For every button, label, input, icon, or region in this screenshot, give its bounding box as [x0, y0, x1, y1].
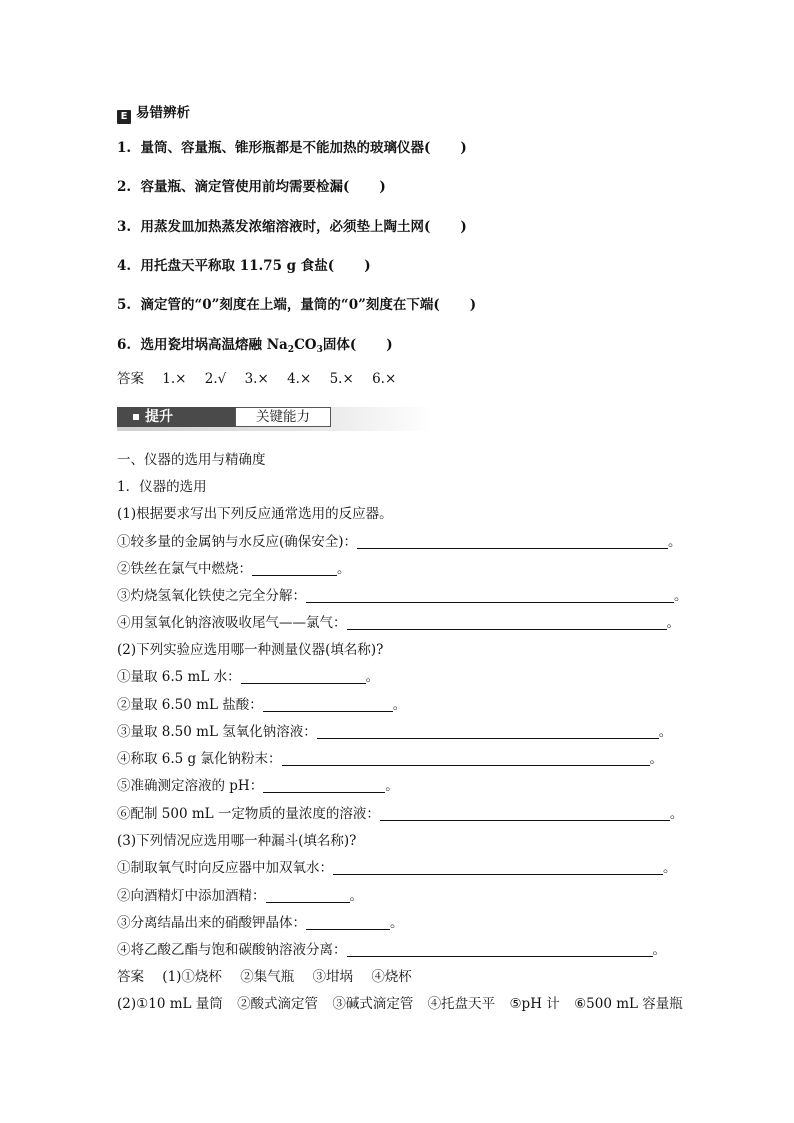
q2-item-5: ⑤准确测定溶液的 pH： 。: [117, 778, 399, 794]
q2-item-6: ⑥配制 500 mL 一定物质的量浓度的溶液： 。: [117, 806, 684, 822]
question-item-1: 1. 量筒、容量瓶、锥形瓶都是不能加热的玻璃仪器( ): [117, 140, 467, 156]
section2-heading: 一、仪器的选用与精确度: [117, 452, 266, 468]
question-item-5: 5. 滴定管的“0”刻度在上端，量筒的“0”刻度在下端( ): [117, 297, 477, 313]
answer-blank: [333, 860, 663, 875]
q2-intro: (2)下列实验应选用哪一种测量仪器(填名称)?: [117, 642, 384, 658]
answer-blank: [306, 588, 674, 603]
answer-blank: [306, 915, 390, 930]
answer-blank: [266, 888, 350, 903]
answer-line-section1: 答案 1.× 2.√ 3.× 4.× 5.× 6.×: [117, 371, 397, 387]
q2-item-2: ②量取 6.50 mL 盐酸： 。: [117, 697, 407, 713]
q3-item-4: ④将乙酸乙酯与饱和碳酸钠溶液分离： 。: [117, 942, 666, 958]
answer-blank: [317, 724, 659, 739]
q1-item-3: ③灼烧氢氧化铁使之完全分解： 。: [117, 588, 688, 604]
question-item-6: 6. 选用瓷坩埚高温熔融 $Na_2CO_3$固体( ): [117, 337, 393, 355]
q2-item-1: ①量取 6.5 mL 水： 。: [117, 669, 380, 685]
answer-blank: [263, 778, 385, 793]
q1-intro: (1)根据要求写出下列反应通常选用的反应器。: [117, 506, 393, 522]
answer-blank: [252, 561, 337, 576]
q2-item-4: ④称取 6.5 g 氯化钠粉末： 。: [117, 751, 663, 767]
question-item-3: 3. 用蒸发皿加热蒸发浓缩溶液时，必须垫上陶土网( ): [117, 219, 467, 235]
question-item-4: 4. 用托盘天平称取 11.75 g 食盐( ): [117, 258, 371, 274]
answer-line-section2-2: (2)①10 mL 量筒 ②酸式滴定管 ③碱式滴定管 ④托盘天平 ⑤pH 计 ⑥500 mL 容量瓶: [117, 996, 683, 1012]
section-heading-error-analysis: [117, 104, 190, 124]
answer-blank: [263, 697, 393, 712]
section-e-icon: E: [117, 110, 131, 124]
banner-light-tab: 关键能力: [235, 407, 331, 427]
q3-intro: (3)下列情况应选用哪一种漏斗(填名称)?: [117, 833, 357, 849]
question-item-2: 2. 容量瓶、滴定管使用前均需要检漏( ): [117, 179, 386, 195]
answer-blank: [282, 751, 650, 766]
q1-item-1: ①较多量的金属钠与水反应(确保安全)： 。: [117, 534, 682, 550]
section-title: 易错辨析: [136, 105, 190, 121]
section-banner: [117, 407, 433, 431]
q2-item-3: ③量取 8.50 mL 氢氧化钠溶液： 。: [117, 724, 673, 740]
subsection-heading: 1．仪器的选用: [117, 479, 207, 495]
q3-item-2: ②向酒精灯中添加酒精： 。: [117, 888, 363, 904]
answer-blank: [357, 534, 668, 549]
q3-item-3: ③分离结晶出来的硝酸钾晶体： 。: [117, 915, 404, 931]
q1-item-2: ②铁丝在氯气中燃烧： 。: [117, 561, 351, 577]
q1-item-4: ④用氢氧化钠溶液吸收尾气——氯气： 。: [117, 615, 680, 631]
answer-blank: [347, 615, 667, 630]
answer-blank: [380, 806, 670, 821]
answer-blank: [347, 942, 653, 957]
banner-dark-tab: 提升: [117, 407, 235, 427]
q3-item-1: ①制取氧气时向反应器中加双氧水： 。: [117, 860, 677, 876]
square-bullet-icon: [133, 414, 139, 420]
answer-line-section2-1: 答案 (1)①烧杯 ②集气瓶 ③坩埚 ④烧杯: [117, 969, 412, 985]
answer-blank: [241, 669, 366, 684]
